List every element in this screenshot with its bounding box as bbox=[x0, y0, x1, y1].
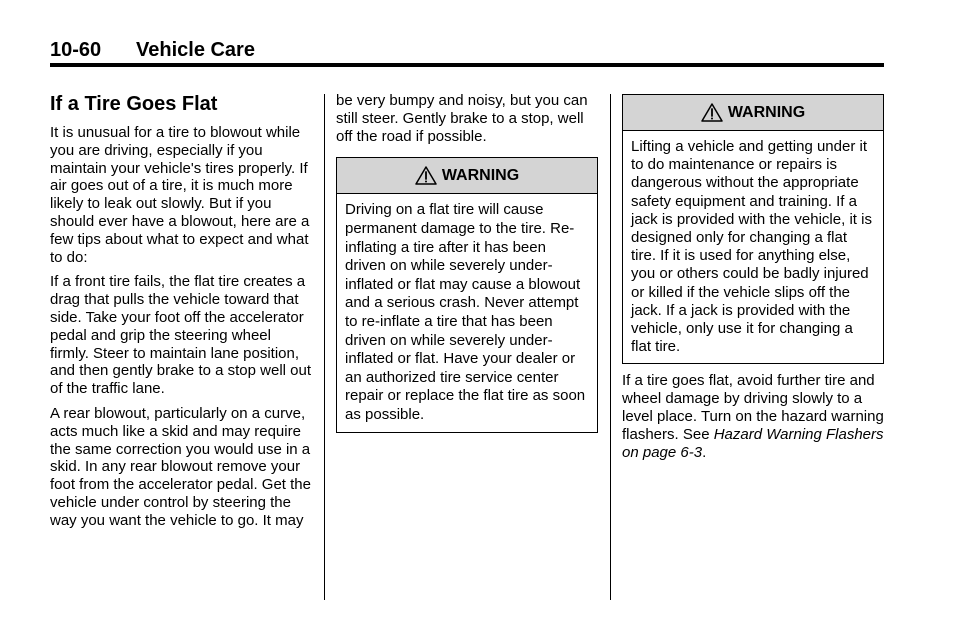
paragraph: A rear blowout, particularly on a curve, acts much like a skid and may require the same correction you would use in a skid. In any rear blowout remove your foot from the accelerator pedal. Get the vehicle under control by steering the way you want the vehicle to go. It may bbox=[50, 404, 311, 529]
paragraph bbox=[622, 372, 884, 461]
column-2 bbox=[336, 92, 598, 441]
warning-title: WARNING bbox=[441, 166, 520, 184]
column-1 bbox=[50, 90, 312, 537]
column-divider bbox=[324, 94, 325, 600]
column-divider bbox=[610, 94, 611, 600]
cross-reference-link[interactable]: Hazard Warning Flashers on page 6-3 bbox=[622, 425, 884, 461]
page-number: 10-60 bbox=[50, 39, 102, 61]
warning-triangle-icon bbox=[701, 103, 723, 122]
paragraph: It is unusual for a tire to blowout while you are driving, especially if you maintain your vehicle's tires properly. If air goes out of a tire, it is much more likely to leak out slowly. But if you should ever have a blowout, here are a few tips about what to expect and what to do: bbox=[50, 124, 310, 266]
warning-text: Driving on a flat tire will cause permanent damage to the tire. Re-inflating a tire after it has been driven on while severely under-inflated or flat may cause a blowout and a serious crash. Never attempt to re-inflate a tire that has been driven on while severely under-inflated or flat. Have your dealer or an authorized tire service center repair or replace the flat tire as soon as possible. bbox=[345, 201, 586, 423]
section-heading: If a Tire Goes Flat bbox=[50, 93, 218, 115]
warning-header bbox=[337, 158, 597, 194]
warning-title: WARNING bbox=[727, 103, 806, 121]
column-3 bbox=[622, 94, 884, 468]
header-rule bbox=[50, 63, 884, 67]
paragraph-end: . bbox=[702, 443, 707, 461]
paragraph-text: If a tire goes flat, avoid further tire and wheel damage by driving slowly to a level place. Turn on the hazard warning flashers. See bbox=[622, 372, 884, 443]
warning-triangle-icon bbox=[415, 166, 437, 185]
paragraph: be very bumpy and noisy, but you can still steer. Gently brake to a stop, well off the road if possible. bbox=[336, 92, 588, 145]
page-header bbox=[50, 38, 884, 62]
warning-box bbox=[622, 94, 884, 364]
warning-text: Lifting a vehicle and getting under it to do maintenance or repairs is dangerous without the appropriate safety equipment and training. If a jack is provided with the vehicle, it is designed only for changing a flat tire. If it is used for anything else, you or others could be badly injured or killed if the vehicle slips off the jack. If a jack is provided with the vehicle, only use it for changing a flat tire. bbox=[631, 138, 872, 356]
section-title: Vehicle Care bbox=[136, 39, 255, 61]
warning-box bbox=[336, 157, 598, 432]
warning-header bbox=[623, 95, 883, 131]
paragraph: If a front tire fails, the flat tire creates a drag that pulls the vehicle toward that side. Take your foot off the accelerator pedal and grip the steering wheel firmly. Steer to maintain lane position, and then gently brake to a stop well out of the traffic lane. bbox=[50, 273, 312, 398]
